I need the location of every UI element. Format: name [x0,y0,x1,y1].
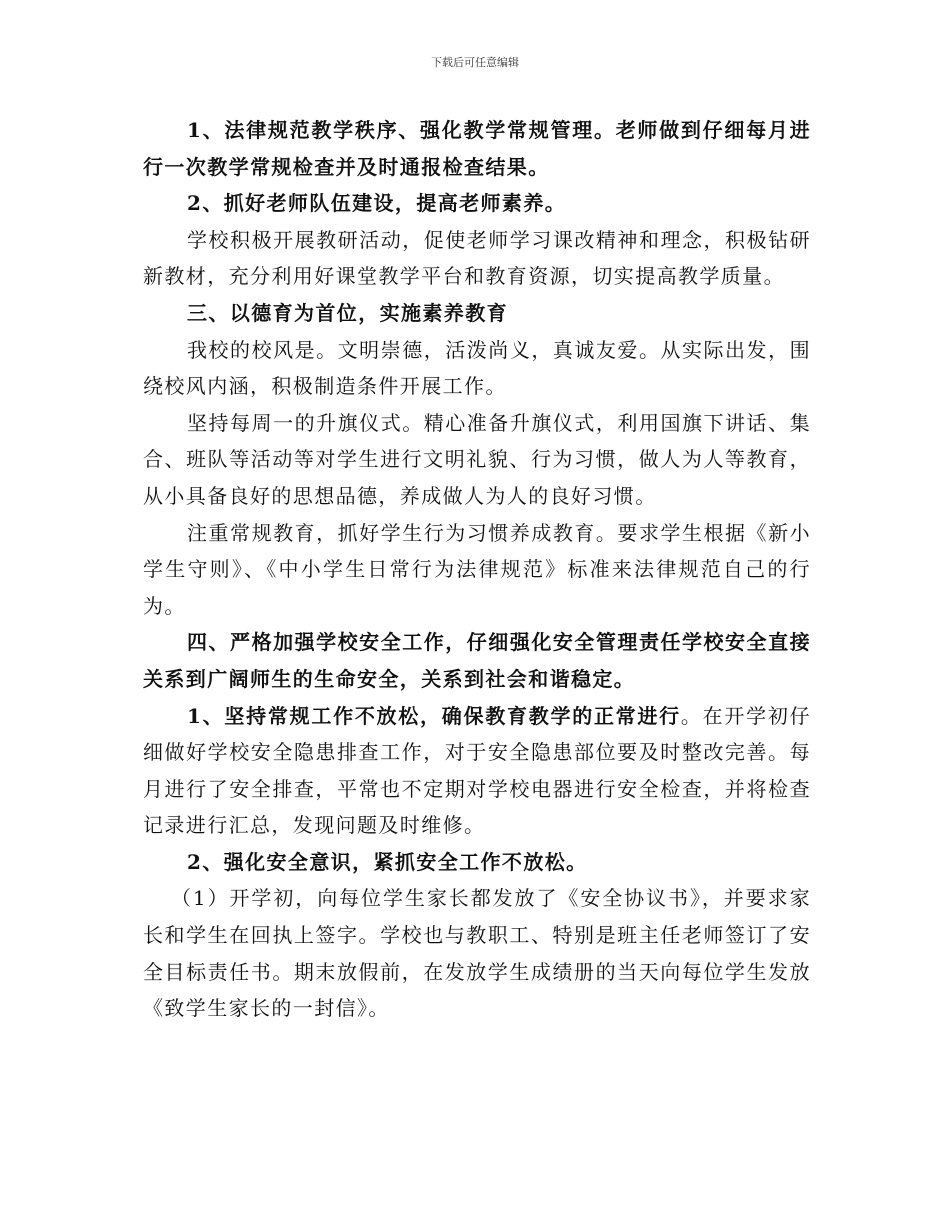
paragraph-teacher-team: 2、抓好老师队伍建设，提高老师素养。 [187,191,567,216]
paragraph-school-spirit: 我校的校风是。文明崇德，活泼尚义，真诚友爱。从实际出发，围绕校风内涵，积极制造条件开展工作。 [143,337,811,399]
page-header: 下载后可任意编辑 [431,56,519,69]
paragraph-routine-education: 注重常规教育，抓好学生行为习惯养成教育。要求学生根据《新小学生守则》、《中小学生日常行为法律规范》标准来法律规范自己的行为。 [143,520,811,618]
paragraph-teaching-order: 1、法律规范教学秩序、强化教学常规管理。老师做到仔细每月进行一次教学常规检查并及时通报检查结果。 [143,118,811,179]
section-heading-safety: 四、严格加强学校安全工作，仔细强化安全管理责任学校安全直接关系到广阔师生的生命安全，关系到社会和谐稳定。 [143,630,811,691]
paragraph-safety-routine [143,698,811,844]
paragraph-safety-routine-body: 。在开学初仔细做好学校安全隐患排查工作，对于安全隐患部位要及时整改完善。每月进行了安全排查，平常也不定期对学校电器进行安全检查，并将检查记录进行汇总，发现问题及时维修。 [143,703,811,838]
section-heading-moral-education: 三、以德育为首位，实施素养教育 [187,300,508,325]
paragraph-safety-agreement: （1）开学初，向每位学生家长都发放了《安全协议书》，并要求家长和学生在回执上签字。学校也与教职工、特别是班主任老师签订了安全目标责任书。期末放假前，在发放学生成绩册的当天向每位学生发放《致学生家长的一封信》。 [143,886,811,1021]
paragraph-flag-ceremony: 坚持每周一的升旗仪式。精心准备升旗仪式，利用国旗下讲话、集合、班队等活动等对学生进行文明礼貌、行为习惯，做人为人等教育，从小具备良好的思想品德，养成做人为人的良好习惯。 [143,410,811,508]
paragraph-safety-routine-lead: 1、坚持常规工作不放松，确保教育教学的正常进行 [187,703,681,728]
paragraph-research: 学校积极开展教研活动，促使老师学习课改精神和理念，积极钻研新教材，充分利用好课堂教学平台和教育资源，切实提高教学质量。 [143,227,811,289]
document-body [143,112,811,1027]
paragraph-safety-awareness: 2、强化安全意识，紧抓安全工作不放松。 [187,849,588,874]
